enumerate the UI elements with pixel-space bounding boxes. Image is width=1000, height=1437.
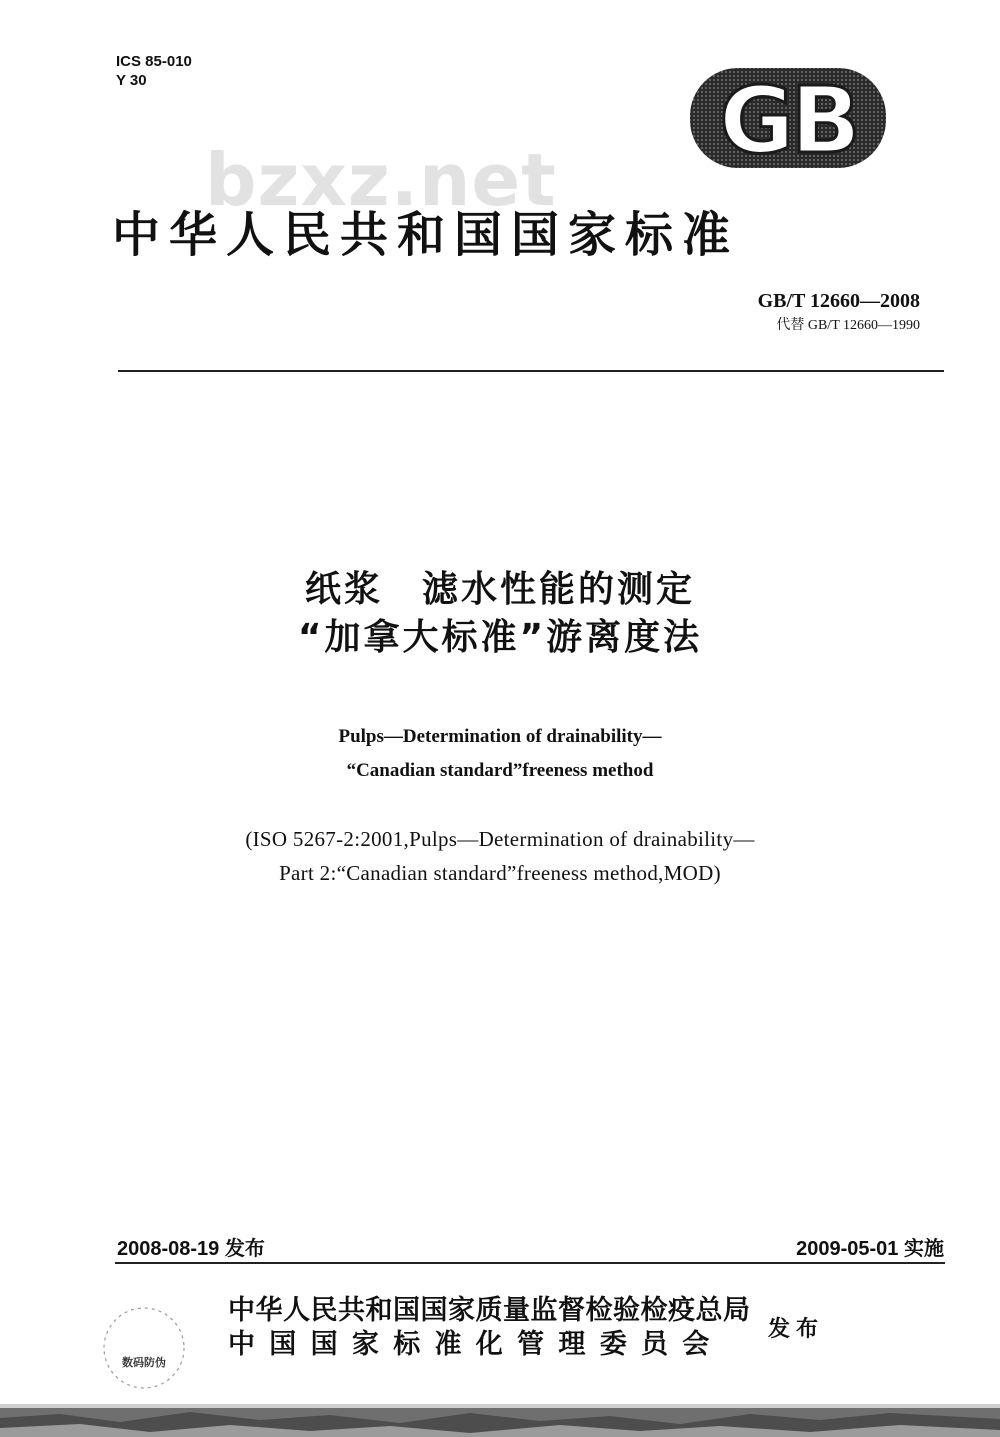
standard-number-block bbox=[758, 290, 920, 334]
ics-code: ICS 85-010 bbox=[116, 53, 192, 70]
publisher-sac: 中国国家标准化管理委员会 bbox=[228, 1329, 724, 1360]
publishers bbox=[228, 1294, 751, 1362]
chinese-title bbox=[0, 566, 1000, 662]
iso-reference bbox=[0, 822, 1000, 890]
publish-label: 发布 bbox=[768, 1317, 825, 1342]
gb-logo bbox=[688, 66, 888, 170]
english-title-line-1: Pulps—Determination of drainability— bbox=[338, 726, 662, 747]
chinese-title-line-2: “加拿大标准”游离度法 bbox=[297, 617, 703, 658]
anti-counterfeit-seal bbox=[98, 1302, 190, 1394]
publisher-aqsiq: 中华人民共和国国家质量监督检验检疫总局 bbox=[228, 1295, 751, 1326]
category-code: Y 30 bbox=[116, 72, 147, 89]
chinese-title-line-1: 纸浆 滤水性能的测定 bbox=[304, 569, 695, 610]
standard-code: GB/T 12660—2008 bbox=[757, 290, 920, 312]
national-standard-title: 中华人民共和国国家标准 bbox=[112, 207, 740, 263]
ics-block bbox=[116, 52, 192, 90]
bottom-divider bbox=[115, 1262, 945, 1264]
gb-logo-text: GB bbox=[719, 67, 857, 170]
iso-reference-line-1: (ISO 5267-2:2001,Pulps—Determination of drainability— bbox=[245, 827, 755, 851]
top-divider bbox=[118, 370, 944, 372]
replaces-code: 代替 GB/T 12660—1990 bbox=[776, 318, 920, 333]
bottom-texture-strip bbox=[0, 1404, 1000, 1437]
english-title bbox=[0, 720, 1000, 788]
issue-date: 2008-08-19 发布 bbox=[117, 1238, 265, 1260]
seal-text: 数码防伪 bbox=[122, 1356, 166, 1369]
watermark: bzxz.net bbox=[205, 138, 557, 222]
english-title-line-2: “Canadian standard”freeness method bbox=[346, 760, 654, 781]
implementation-date: 2009-05-01 实施 bbox=[796, 1238, 944, 1260]
iso-reference-line-2: Part 2:“Canadian standard”freeness method,MOD) bbox=[279, 861, 721, 885]
